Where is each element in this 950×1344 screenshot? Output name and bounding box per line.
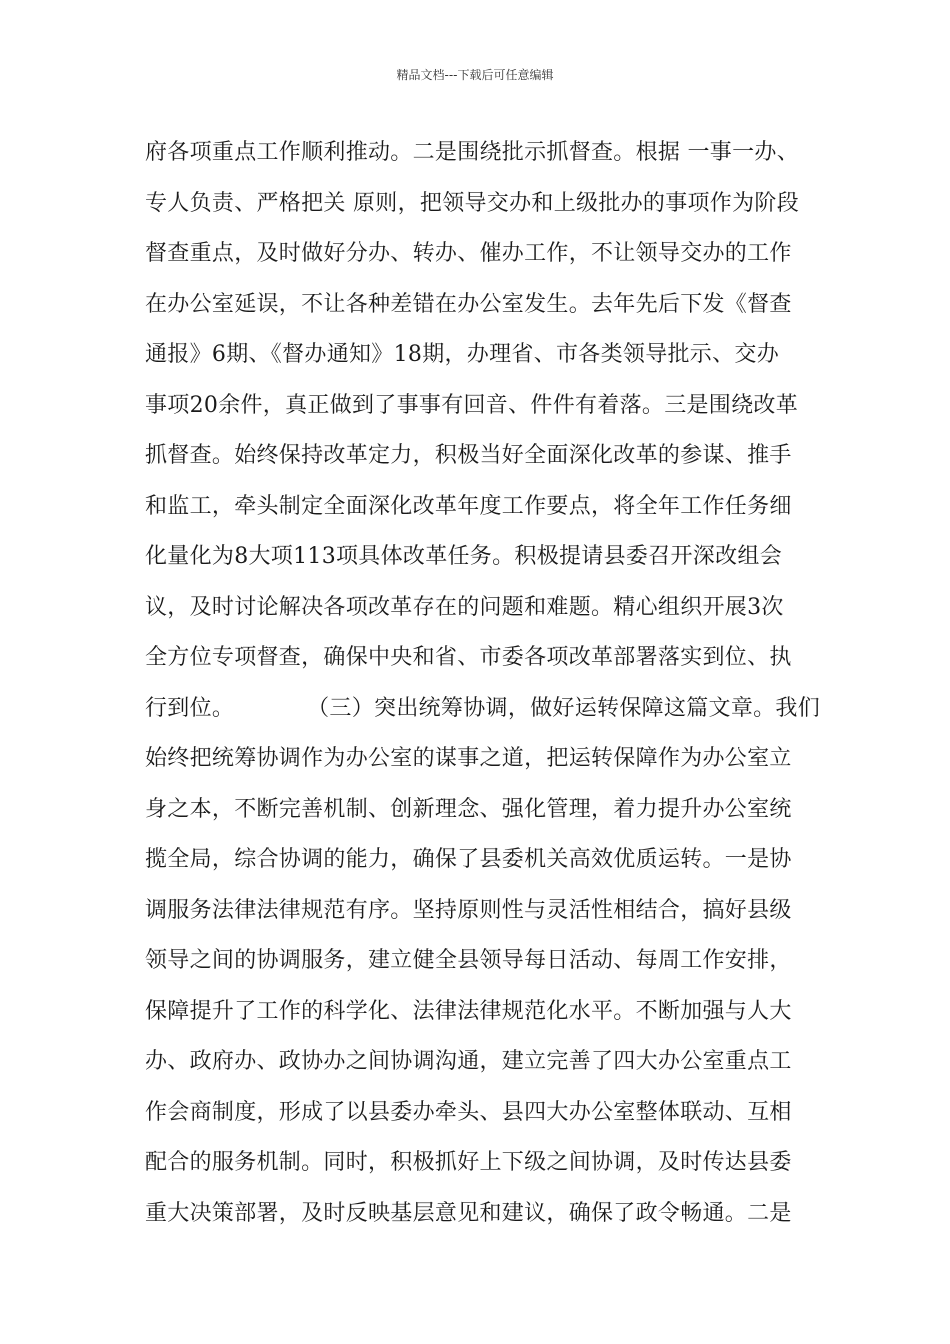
body-line: 督查重点，及时做好分办、转办、催办工作，不让领导交办的工作 — [145, 241, 792, 266]
body-line: 通报》6期、《督办通知》18期，办理省、市各类领导批示、交办 — [145, 342, 779, 367]
body-line: 在办公室延误，不让各种差错在办公室发生。去年先后下发《督查 — [145, 291, 792, 317]
body-line: 重大决策部署，及时反映基层意见和建议，确保了政令畅通。二是 — [145, 1200, 792, 1226]
body-line: 配合的服务机制。同时，积极抓好上下级之间协调，及时传达县委 — [145, 1150, 792, 1175]
body-line: 办、政府办、政协办之间协调沟通，建立完善了四大办公室重点工 — [145, 1049, 792, 1074]
body-line: 事项20余件，真正做到了事事有回音、件件有着落。三是围绕改革 — [145, 392, 798, 418]
body-line: 调服务法律法律规范有序。坚持原则性与灵活性相结合，搞好县级 — [145, 897, 792, 923]
body-line: 府各项重点工作顺利推动。二是围绕批示抓督查。根据 一事一办、 — [145, 140, 799, 165]
body-line: 保障提升了工作的科学化、法律法律规范化水平。不断加强与人大 — [145, 998, 792, 1024]
body-line: 议，及时讨论解决各项改革存在的问题和难题。精心组织开展3次 — [145, 594, 784, 620]
body-line: 身之本，不断完善机制、创新理念、强化管理，着力提升办公室统 — [145, 796, 792, 822]
body-line: 全方位专项督查，确保中央和省、市委各项改革部署落实到位、执 — [145, 645, 792, 670]
body-line: 作会商制度，形成了以县委办牵头、县四大办公室整体联动、互相 — [145, 1099, 792, 1125]
page-header-note: 精品文档---下载后可任意编辑 — [396, 68, 554, 82]
body-line: 揽全局，综合协调的能力，确保了县委机关高效优质运转。一是协 — [145, 847, 792, 872]
body-line: 抓督查。始终保持改革定力，积极当好全面深化改革的参谋、推手 — [145, 443, 792, 468]
body-line: 始终把统筹协调作为办公室的谋事之道，把运转保障作为办公室立 — [145, 746, 792, 771]
body-line: 和监工，牵头制定全面深化改革年度工作要点，将全年工作任务细 — [145, 493, 792, 519]
body-line: 专人负责、严格把关 原则，把领导交办和上级批办的事项作为阶段 — [145, 190, 799, 216]
document-body — [145, 135, 821, 1246]
body-line: 化量化为8大项113项具体改革任务。积极提请县委召开深改组会 — [145, 544, 782, 569]
body-line: 行到位。 （三）突出统筹协调，做好运转保障这篇文章。我们 — [145, 695, 821, 721]
body-line: 领导之间的协调服务，建立健全县领导每日活动、每周工作安排， — [145, 948, 792, 973]
